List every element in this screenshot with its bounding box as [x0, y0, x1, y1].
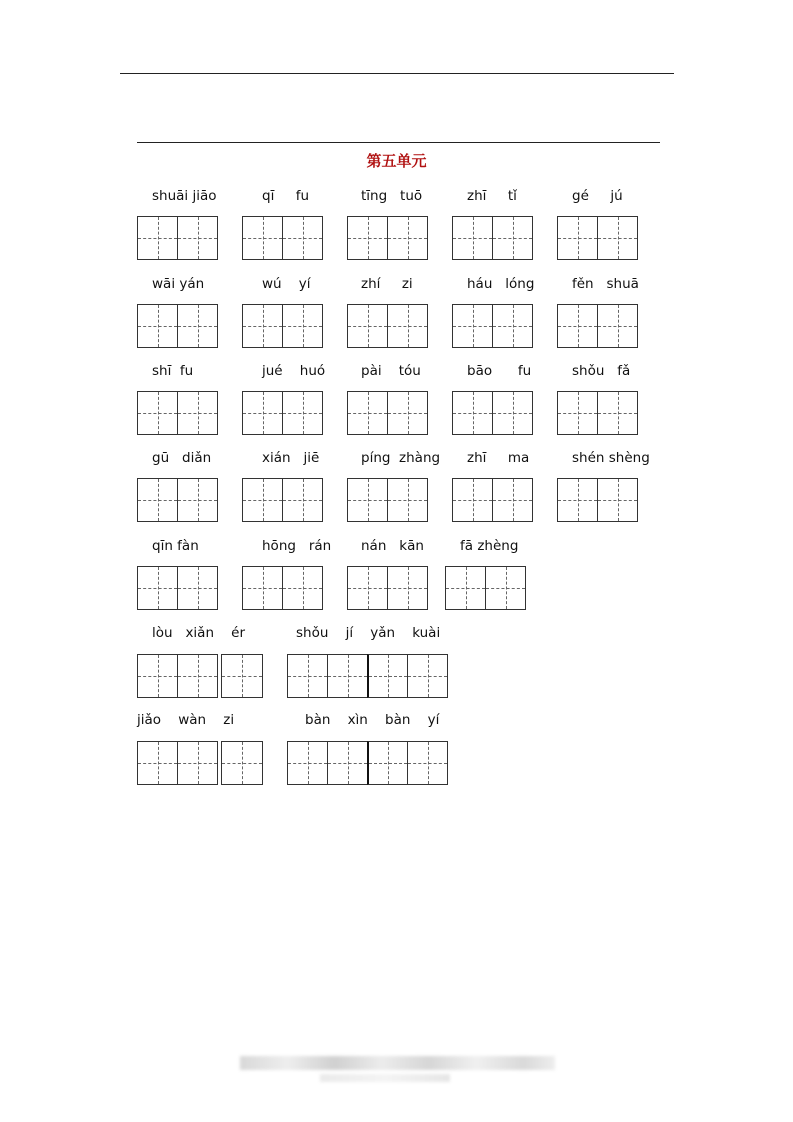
writing-grid[interactable]	[452, 478, 533, 522]
writing-grid[interactable]	[137, 478, 218, 522]
writing-grid[interactable]	[137, 304, 218, 348]
writing-grid[interactable]	[445, 566, 526, 610]
char-box[interactable]	[242, 304, 283, 348]
char-box[interactable]	[387, 478, 428, 522]
pinyin-label: jiǎo wàn zi	[137, 712, 235, 728]
pinyin-label: zhī ma	[467, 450, 530, 466]
pinyin-label: wú yí	[262, 276, 311, 292]
writing-grid[interactable]	[452, 391, 533, 435]
writing-grid[interactable]	[137, 391, 218, 435]
char-box[interactable]	[177, 304, 218, 348]
char-box[interactable]	[137, 741, 178, 785]
pinyin-label: háu lóng	[467, 276, 535, 292]
top-rule	[120, 73, 674, 74]
char-box[interactable]	[137, 478, 178, 522]
pinyin-label: shén shèng	[572, 450, 650, 466]
char-box[interactable]	[452, 391, 493, 435]
char-box[interactable]	[137, 391, 178, 435]
pinyin-label: zhí zi	[361, 276, 413, 292]
char-box[interactable]	[282, 391, 323, 435]
char-box[interactable]	[597, 304, 638, 348]
char-box[interactable]	[177, 216, 218, 260]
writing-grid[interactable]	[242, 478, 323, 522]
pinyin-label: bàn xìn bàn yí	[305, 712, 440, 728]
char-box[interactable]	[177, 566, 218, 610]
char-box[interactable]	[557, 478, 598, 522]
writing-grid[interactable]	[242, 216, 323, 260]
writing-grid[interactable]	[137, 741, 218, 785]
char-box[interactable]	[282, 304, 323, 348]
writing-grid[interactable]	[557, 478, 638, 522]
char-box[interactable]	[387, 216, 428, 260]
char-box[interactable]	[367, 741, 408, 785]
char-box[interactable]	[177, 391, 218, 435]
char-box[interactable]	[387, 566, 428, 610]
char-box[interactable]	[492, 304, 533, 348]
char-box[interactable]	[407, 741, 448, 785]
pinyin-label: wāi yán	[152, 276, 205, 292]
writing-grid[interactable]	[221, 741, 263, 785]
char-box[interactable]	[597, 216, 638, 260]
writing-grid[interactable]	[287, 654, 448, 698]
writing-grid[interactable]	[137, 216, 218, 260]
char-box[interactable]	[387, 391, 428, 435]
pinyin-label: gū diǎn	[152, 450, 212, 466]
char-box[interactable]	[485, 566, 526, 610]
footer-watermark	[240, 1056, 555, 1070]
pinyin-label: xián jiē	[262, 450, 320, 466]
pinyin-label: tīng tuō	[361, 188, 423, 204]
char-box[interactable]	[557, 304, 598, 348]
pinyin-label: gé jú	[572, 188, 623, 204]
char-box[interactable]	[347, 216, 388, 260]
char-box[interactable]	[327, 741, 368, 785]
char-box[interactable]	[137, 566, 178, 610]
writing-grid[interactable]	[137, 566, 218, 610]
pinyin-label: fā zhèng	[460, 538, 519, 554]
char-box[interactable]	[282, 216, 323, 260]
pinyin-label: píng zhàng	[361, 450, 441, 466]
char-box[interactable]	[282, 566, 323, 610]
char-box[interactable]	[557, 216, 598, 260]
writing-grid[interactable]	[242, 566, 323, 610]
char-box[interactable]	[407, 654, 448, 698]
writing-grid[interactable]	[347, 478, 428, 522]
char-box[interactable]	[452, 478, 493, 522]
writing-grid[interactable]	[452, 216, 533, 260]
pinyin-label: shǒu fǎ	[572, 363, 631, 379]
char-box[interactable]	[347, 391, 388, 435]
pinyin-label: bāo fu	[467, 363, 532, 379]
pinyin-label: hōng rán	[262, 538, 332, 554]
char-box[interactable]	[242, 566, 283, 610]
char-box[interactable]	[492, 391, 533, 435]
writing-grid[interactable]	[242, 304, 323, 348]
footer-watermark-sub	[320, 1074, 450, 1082]
char-box[interactable]	[282, 478, 323, 522]
char-box[interactable]	[287, 741, 328, 785]
char-box[interactable]	[387, 304, 428, 348]
pinyin-label: qī fu	[262, 188, 310, 204]
char-box[interactable]	[327, 654, 368, 698]
char-box[interactable]	[287, 654, 328, 698]
char-box[interactable]	[452, 304, 493, 348]
pinyin-label: shuāi jiāo	[152, 188, 217, 204]
pinyin-label: zhī tǐ	[467, 188, 517, 204]
pinyin-label: shī fu	[152, 363, 194, 379]
char-box[interactable]	[347, 566, 388, 610]
char-box[interactable]	[492, 478, 533, 522]
char-box[interactable]	[177, 478, 218, 522]
char-box[interactable]	[597, 391, 638, 435]
char-box[interactable]	[137, 216, 178, 260]
char-box[interactable]	[492, 216, 533, 260]
pinyin-label: fěn shuā	[572, 276, 639, 292]
pinyin-label: qīn fàn	[152, 538, 199, 554]
writing-grid[interactable]	[452, 304, 533, 348]
writing-grid[interactable]	[557, 216, 638, 260]
char-box[interactable]	[221, 741, 263, 785]
writing-grid[interactable]	[557, 391, 638, 435]
char-box[interactable]	[137, 304, 178, 348]
pinyin-label: pài tóu	[361, 363, 421, 379]
char-box[interactable]	[137, 654, 178, 698]
char-box[interactable]	[452, 216, 493, 260]
section-title: 第五单元	[366, 152, 427, 170]
writing-grid[interactable]	[242, 391, 323, 435]
writing-grid[interactable]	[347, 216, 428, 260]
char-box[interactable]	[557, 391, 598, 435]
char-box[interactable]	[177, 741, 218, 785]
writing-grid[interactable]	[557, 304, 638, 348]
char-box[interactable]	[242, 391, 283, 435]
writing-grid[interactable]	[347, 566, 428, 610]
section-rule	[137, 142, 660, 143]
writing-grid[interactable]	[347, 304, 428, 348]
writing-grid[interactable]	[347, 391, 428, 435]
writing-grid[interactable]	[221, 654, 263, 698]
char-box[interactable]	[347, 304, 388, 348]
writing-grid[interactable]	[287, 741, 448, 785]
pinyin-label: lòu xiǎn ér	[152, 625, 246, 641]
char-box[interactable]	[221, 654, 263, 698]
char-box[interactable]	[445, 566, 486, 610]
pinyin-label: shǒu jí yǎn kuài	[296, 625, 441, 641]
pinyin-label: jué huó	[262, 363, 326, 379]
char-box[interactable]	[177, 654, 218, 698]
pinyin-label: nán kān	[361, 538, 424, 554]
char-box[interactable]	[597, 478, 638, 522]
writing-grid[interactable]	[137, 654, 218, 698]
char-box[interactable]	[242, 216, 283, 260]
char-box[interactable]	[242, 478, 283, 522]
char-box[interactable]	[347, 478, 388, 522]
char-box[interactable]	[367, 654, 408, 698]
